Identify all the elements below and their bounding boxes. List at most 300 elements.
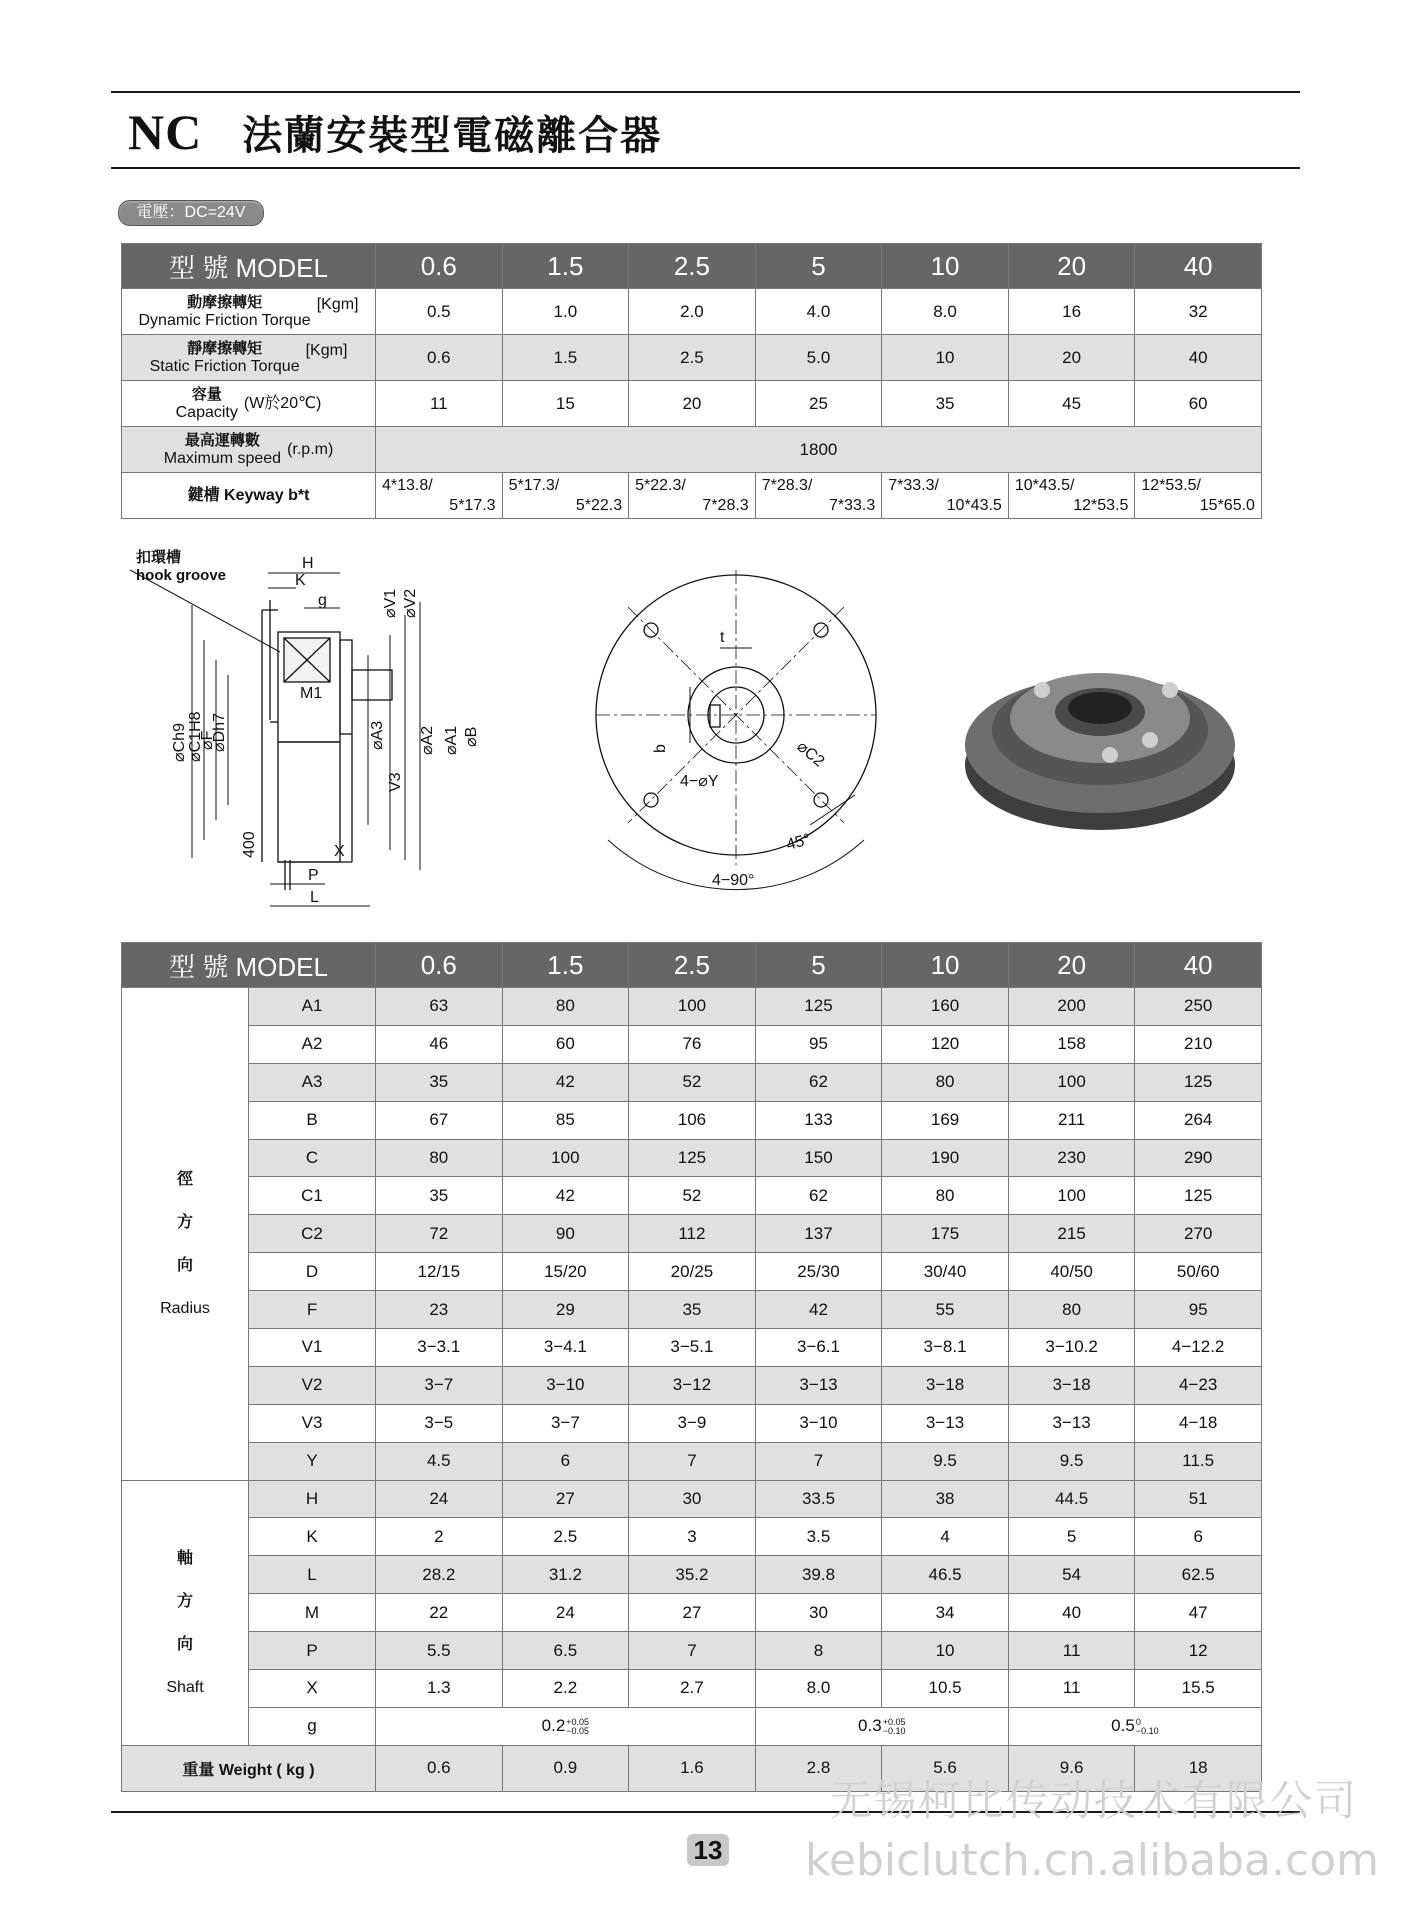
weight-label: 重量 Weight ( kg ): [122, 1745, 376, 1791]
table-cell: 9.5: [882, 1442, 1009, 1480]
table-row: [122, 1594, 1262, 1632]
table-row: [122, 1215, 1262, 1253]
table-row: [122, 1404, 1262, 1442]
table-row: [122, 988, 1262, 1026]
table-cell: 11: [376, 381, 503, 427]
table-cell: 2.7: [629, 1670, 756, 1708]
table-cell: 2.5: [502, 1518, 629, 1556]
table-cell: 72: [376, 1215, 503, 1253]
table-cell: 16: [1008, 289, 1135, 335]
model-5: 20: [1008, 943, 1135, 988]
table-cell: 3−5.1: [629, 1329, 756, 1367]
dim-label: V3: [387, 772, 404, 792]
table-cell: A1: [249, 988, 376, 1026]
table-cell: 0.6: [376, 335, 503, 381]
table-cell: 137: [755, 1215, 882, 1253]
section-label-zh: 徑: [176, 1170, 193, 1188]
table-cell: M: [249, 1594, 376, 1632]
table-cell: 28.2: [376, 1556, 503, 1594]
capacity-label: 容量 Capacity (W於20℃): [122, 381, 376, 427]
g-tolerance-cell: [376, 1707, 756, 1745]
table-cell: 4: [882, 1518, 1009, 1556]
table-cell: 44.5: [1008, 1480, 1135, 1518]
table-cell: 67: [376, 1101, 503, 1139]
table-row: [122, 1480, 1262, 1518]
table-row: [122, 1101, 1262, 1139]
table-cell: 7: [629, 1632, 756, 1670]
table-cell: 9.5: [1008, 1442, 1135, 1480]
table-cell: 20/25: [629, 1253, 756, 1291]
table-cell: 40: [1008, 1594, 1135, 1632]
table-cell: H: [249, 1480, 376, 1518]
table-cell: 35: [376, 1177, 503, 1215]
table-cell: 3−18: [882, 1366, 1009, 1404]
g-lower-tol: −0.10: [882, 1725, 906, 1736]
g-tolerance-cell: [1008, 1707, 1261, 1745]
table-row: [122, 1329, 1262, 1367]
table-cell: 55: [882, 1291, 1009, 1329]
table-cell: C1: [249, 1177, 376, 1215]
dim-label: K: [295, 572, 306, 589]
section-label-zh: 方: [176, 1592, 193, 1610]
model-0: 0.6: [376, 943, 503, 988]
dim-label: ⌀V1: [382, 588, 399, 618]
table-cell: 5*17.3/ 5*22.3: [502, 473, 629, 519]
table-cell: 270: [1135, 1215, 1262, 1253]
table-cell: 3.5: [755, 1518, 882, 1556]
table-cell: 7*33.3/ 10*43.5: [882, 473, 1009, 519]
table-cell: 0.5: [376, 289, 503, 335]
table-row: [122, 1366, 1262, 1404]
table-cell: 47: [1135, 1594, 1262, 1632]
table-cell: V3: [249, 1404, 376, 1442]
section-label-en: Shaft: [166, 1678, 204, 1696]
table-cell: 8.0: [755, 1670, 882, 1708]
table-cell: 4−18: [1135, 1404, 1262, 1442]
table-row: [122, 1253, 1262, 1291]
table-cell: 158: [1008, 1025, 1135, 1063]
watermark-company: 无锡柯比传动技术有限公司: [830, 1776, 1359, 1825]
table-cell: 4.5: [376, 1442, 503, 1480]
g-upper-tol: +0.05: [882, 1716, 906, 1727]
table-cell: 10: [882, 335, 1009, 381]
table-cell: 12: [1135, 1632, 1262, 1670]
dim-label: P: [308, 867, 319, 884]
table-cell: 20: [1008, 335, 1135, 381]
g-upper-tol: 0: [1135, 1716, 1141, 1727]
watermark-url: kebiclutch.cn.alibaba.com: [805, 1835, 1379, 1886]
table-cell: 40: [1135, 335, 1262, 381]
table-cell: 3−18: [1008, 1366, 1135, 1404]
table-cell: 100: [629, 988, 756, 1026]
product-image: [965, 673, 1235, 830]
table-cell: 210: [1135, 1025, 1262, 1063]
table-cell: 125: [755, 988, 882, 1026]
table-cell: 4*13.8/ 5*17.3: [376, 473, 503, 519]
table-cell: 10.5: [882, 1670, 1009, 1708]
model-5: 20: [1008, 244, 1135, 289]
dim-label: 400: [241, 831, 258, 858]
table-cell: 35: [882, 381, 1009, 427]
table-cell: 3−7: [502, 1404, 629, 1442]
series-code: NC: [128, 104, 203, 160]
g-base: 0.3: [858, 1716, 882, 1736]
table-cell: 18: [1135, 1745, 1262, 1791]
table-cell: 38: [882, 1480, 1009, 1518]
table-cell: 35: [629, 1291, 756, 1329]
table-cell: 5*22.3/ 7*28.3: [629, 473, 756, 519]
g-tolerance-cell: [755, 1707, 1008, 1745]
table-row: [122, 1291, 1262, 1329]
table-cell: 3−6.1: [755, 1329, 882, 1367]
static-torque-label: 靜摩擦轉矩 Static Friction Torque [Kgm]: [122, 335, 376, 381]
table-cell: 52: [629, 1177, 756, 1215]
table-cell: 125: [629, 1139, 756, 1177]
dynamic-torque-row: [122, 289, 1262, 335]
table-cell: 3−8.1: [882, 1329, 1009, 1367]
max-speed-row: [122, 427, 1262, 473]
table-cell: 290: [1135, 1139, 1262, 1177]
table-cell: 5.0: [755, 335, 882, 381]
table-cell: g: [249, 1707, 376, 1745]
table-cell: 3−13: [882, 1404, 1009, 1442]
table-cell: 46: [376, 1025, 503, 1063]
dynamic-torque-label: 動摩擦轉矩 Dynamic Friction Torque [Kgm]: [122, 289, 376, 335]
table-cell: 42: [755, 1291, 882, 1329]
dim-label: ⌀B: [463, 726, 480, 747]
table-cell: 150: [755, 1139, 882, 1177]
model-6: 40: [1135, 244, 1262, 289]
table-cell: 24: [376, 1480, 503, 1518]
table-cell: 11: [1008, 1632, 1135, 1670]
table-row: [122, 1025, 1262, 1063]
table-cell: 32: [1135, 289, 1262, 335]
g-lower-tol: −0.10: [1135, 1725, 1159, 1736]
table-cell: 20: [629, 381, 756, 427]
table-cell: 133: [755, 1101, 882, 1139]
section-label-zh: 向: [176, 1256, 193, 1274]
capacity-row: [122, 381, 1262, 427]
front-dim-label: 4−90°: [712, 872, 755, 889]
table-cell: 27: [502, 1480, 629, 1518]
table-cell: 62.5: [1135, 1556, 1262, 1594]
table-cell: 90: [502, 1215, 629, 1253]
dim-label: X: [334, 843, 345, 860]
model-6: 40: [1135, 943, 1262, 988]
dim-label: ⌀A3: [369, 720, 386, 750]
table-cell: 42: [502, 1177, 629, 1215]
table-cell: 2.5: [629, 335, 756, 381]
table-cell: 12*53.5/ 15*65.0: [1135, 473, 1262, 519]
table-cell: 34: [882, 1594, 1009, 1632]
table-cell: 169: [882, 1101, 1009, 1139]
model-2: 2.5: [629, 943, 756, 988]
g-base: 0.5: [1111, 1716, 1135, 1736]
table-cell: 30: [629, 1480, 756, 1518]
table-cell: 4.0: [755, 289, 882, 335]
table-cell: 60: [1135, 381, 1262, 427]
table-cell: L: [249, 1556, 376, 1594]
table-cell: 8.0: [882, 289, 1009, 335]
front-dim-label: b: [652, 744, 669, 753]
table-cell: X: [249, 1670, 376, 1708]
table-cell: 3−10.2: [1008, 1329, 1135, 1367]
table-cell: 1.5: [502, 335, 629, 381]
dim-label: L: [310, 889, 319, 906]
dim-label: ⌀A1: [443, 725, 460, 755]
table-cell: 42: [502, 1063, 629, 1101]
table-cell: 2.0: [629, 289, 756, 335]
table-cell: 2.2: [502, 1670, 629, 1708]
table-cell: 25/30: [755, 1253, 882, 1291]
table-row: [122, 1177, 1262, 1215]
table-cell: 215: [1008, 1215, 1135, 1253]
table-cell: 30: [755, 1594, 882, 1632]
page-number: 13: [687, 1834, 729, 1866]
dim-label: ⌀V2: [402, 588, 419, 618]
dim-label: ⌀F: [199, 730, 216, 750]
model-1: 1.5: [502, 943, 629, 988]
hook-groove-label-zh: 扣環槽: [136, 549, 182, 566]
model-1: 1.5: [502, 244, 629, 289]
table-cell: 10*43.5/ 12*53.5: [1008, 473, 1135, 519]
table-cell: 4−12.2: [1135, 1329, 1262, 1367]
table-cell: 3−10: [755, 1404, 882, 1442]
table-cell: D: [249, 1253, 376, 1291]
table-row: [122, 1632, 1262, 1670]
table-cell: 3−9: [629, 1404, 756, 1442]
model-header: 型 號 MODEL: [122, 943, 376, 988]
table-cell: 31.2: [502, 1556, 629, 1594]
dim-label: H: [302, 555, 314, 572]
table-row: [122, 1139, 1262, 1177]
table-cell: 60: [502, 1025, 629, 1063]
table-cell: 3−10: [502, 1366, 629, 1404]
table-cell: 200: [1008, 988, 1135, 1026]
table-cell: 5.5: [376, 1632, 503, 1670]
table-cell: 85: [502, 1101, 629, 1139]
table-cell: 1.6: [629, 1745, 756, 1791]
table-cell: 175: [882, 1215, 1009, 1253]
table-cell: 11.5: [1135, 1442, 1262, 1480]
section-label-zh: 軸: [176, 1549, 193, 1567]
table-row: [122, 1670, 1262, 1708]
dim-label: ⌀Ch9: [171, 723, 188, 762]
table-cell: 3−13: [1008, 1404, 1135, 1442]
table-cell: 23: [376, 1291, 503, 1329]
front-dim-label: 4−⌀Y: [680, 773, 719, 790]
table-cell: 106: [629, 1101, 756, 1139]
model-3: 5: [755, 943, 882, 988]
table-cell: 45: [1008, 381, 1135, 427]
table-row: [122, 1518, 1262, 1556]
model-0: 0.6: [376, 244, 503, 289]
table-cell: 15: [502, 381, 629, 427]
table-cell: 40/50: [1008, 1253, 1135, 1291]
table-cell: 95: [755, 1025, 882, 1063]
section-label-zh: 向: [176, 1635, 193, 1653]
table-row: [122, 1556, 1262, 1594]
table-cell: P: [249, 1632, 376, 1670]
table-cell: 120: [882, 1025, 1009, 1063]
table-cell: A3: [249, 1063, 376, 1101]
dim-label: ⌀Dh7: [211, 713, 228, 752]
front-dim-label: ⌀C2: [793, 738, 828, 771]
table-cell: 1.0: [502, 289, 629, 335]
table-cell: 100: [502, 1139, 629, 1177]
table-cell: 1.3: [376, 1670, 503, 1708]
section-label: [122, 988, 249, 1481]
table-cell: 160: [882, 988, 1009, 1026]
page-title: [128, 102, 662, 162]
table-cell: C: [249, 1139, 376, 1177]
front-dim-label: t: [720, 629, 725, 646]
table-cell: 62: [755, 1177, 882, 1215]
table-cell: 250: [1135, 988, 1262, 1026]
table-cell: F: [249, 1291, 376, 1329]
table-cell: 46.5: [882, 1556, 1009, 1594]
table-cell: 51: [1135, 1480, 1262, 1518]
table-cell: A2: [249, 1025, 376, 1063]
table-cell: 100: [1008, 1177, 1135, 1215]
table-cell: 80: [502, 988, 629, 1026]
product-title: 法蘭安裝型電磁離合器: [242, 112, 663, 159]
spec-header-row: [122, 244, 1262, 289]
keyway-row: [122, 473, 1262, 519]
table-cell: 27: [629, 1594, 756, 1632]
hook-groove-label-en: hook groove: [136, 567, 227, 584]
section-label: [122, 1480, 249, 1745]
model-3: 5: [755, 244, 882, 289]
dim-label: ⌀C1H8: [187, 711, 204, 762]
model-4: 10: [882, 244, 1009, 289]
table-cell: 63: [376, 988, 503, 1026]
g-lower-tol: −0.05: [566, 1725, 590, 1736]
g-base: 0.2: [541, 1716, 566, 1736]
table-cell: 6: [502, 1442, 629, 1480]
table-cell: 22: [376, 1594, 503, 1632]
table-cell: V2: [249, 1366, 376, 1404]
table-cell: C2: [249, 1215, 376, 1253]
table-cell: 190: [882, 1139, 1009, 1177]
table-cell: 54: [1008, 1556, 1135, 1594]
section-label-zh: 方: [176, 1213, 193, 1231]
table-cell: B: [249, 1101, 376, 1139]
table-cell: Y: [249, 1442, 376, 1480]
table-cell: 3−12: [629, 1366, 756, 1404]
model-header: 型 號 MODEL: [122, 244, 376, 289]
table-cell: 5.6: [882, 1745, 1009, 1791]
table-cell: 264: [1135, 1101, 1262, 1139]
g-upper-tol: +0.05: [566, 1716, 590, 1727]
section-label-en: Radius: [160, 1299, 210, 1317]
table-cell: 6: [1135, 1518, 1262, 1556]
table-cell: 10: [882, 1632, 1009, 1670]
table-cell: 95: [1135, 1291, 1262, 1329]
table-cell: 80: [1008, 1291, 1135, 1329]
table-cell: 80: [376, 1139, 503, 1177]
table-cell: 100: [1008, 1063, 1135, 1101]
table-cell: 4−23: [1135, 1366, 1262, 1404]
table-row: [122, 1442, 1262, 1480]
keyway-label: 鍵槽 Keyway b*t: [122, 473, 376, 519]
table-row: [122, 1063, 1262, 1101]
table-cell: 3−5: [376, 1404, 503, 1442]
table-cell: 0.9: [502, 1745, 629, 1791]
table-cell: 15.5: [1135, 1670, 1262, 1708]
table-cell: 80: [882, 1177, 1009, 1215]
table-cell: 125: [1135, 1063, 1262, 1101]
table-cell: 76: [629, 1025, 756, 1063]
table-cell: 39.8: [755, 1556, 882, 1594]
table-cell: 3−13: [755, 1366, 882, 1404]
table-cell: 3: [629, 1518, 756, 1556]
table-cell: 2: [376, 1518, 503, 1556]
table-cell: 50/60: [1135, 1253, 1262, 1291]
table-cell: 80: [882, 1063, 1009, 1101]
table-cell: 29: [502, 1291, 629, 1329]
spec-table: [121, 243, 1262, 519]
table-cell: 3−7: [376, 1366, 503, 1404]
technical-drawing: [120, 540, 1280, 930]
title-rule: [111, 167, 1300, 169]
table-cell: 15/20: [502, 1253, 629, 1291]
table-cell: 12/15: [376, 1253, 503, 1291]
table-cell: 30/40: [882, 1253, 1009, 1291]
table-cell: 35.2: [629, 1556, 756, 1594]
table-cell: 8: [755, 1632, 882, 1670]
dimensions-table: [121, 942, 1262, 1792]
dim-label: M1: [300, 685, 323, 702]
table-cell: 3−3.1: [376, 1329, 503, 1367]
table-cell: 3−4.1: [502, 1329, 629, 1367]
table-cell: 6.5: [502, 1632, 629, 1670]
table-cell: 230: [1008, 1139, 1135, 1177]
g-tolerance-row: [122, 1707, 1262, 1745]
table-cell: V1: [249, 1329, 376, 1367]
table-cell: 125: [1135, 1177, 1262, 1215]
table-cell: 0.6: [376, 1745, 503, 1791]
top-rule: [111, 91, 1300, 93]
model-4: 10: [882, 943, 1009, 988]
model-2: 2.5: [629, 244, 756, 289]
table-cell: 7*28.3/ 7*33.3: [755, 473, 882, 519]
dims-header-row: [122, 943, 1262, 988]
table-cell: 7: [755, 1442, 882, 1480]
table-cell: K: [249, 1518, 376, 1556]
table-cell: 62: [755, 1063, 882, 1101]
dim-label: ⌀A2: [419, 725, 436, 755]
table-cell: 7: [629, 1442, 756, 1480]
static-torque-row: [122, 335, 1262, 381]
table-cell: 11: [1008, 1670, 1135, 1708]
voltage-badge: 電壓：DC=24V: [118, 200, 264, 226]
table-cell: 25: [755, 381, 882, 427]
table-cell: 33.5: [755, 1480, 882, 1518]
table-cell: 5: [1008, 1518, 1135, 1556]
table-cell: 9.6: [1008, 1745, 1135, 1791]
table-cell: 52: [629, 1063, 756, 1101]
dim-label: g: [318, 592, 327, 609]
table-cell: 1800: [376, 427, 1262, 473]
table-cell: 112: [629, 1215, 756, 1253]
table-cell: 211: [1008, 1101, 1135, 1139]
front-dim-label: 45°: [784, 831, 813, 854]
table-cell: 35: [376, 1063, 503, 1101]
front-view: [596, 570, 876, 890]
table-cell: 2.8: [755, 1745, 882, 1791]
table-cell: 24: [502, 1594, 629, 1632]
